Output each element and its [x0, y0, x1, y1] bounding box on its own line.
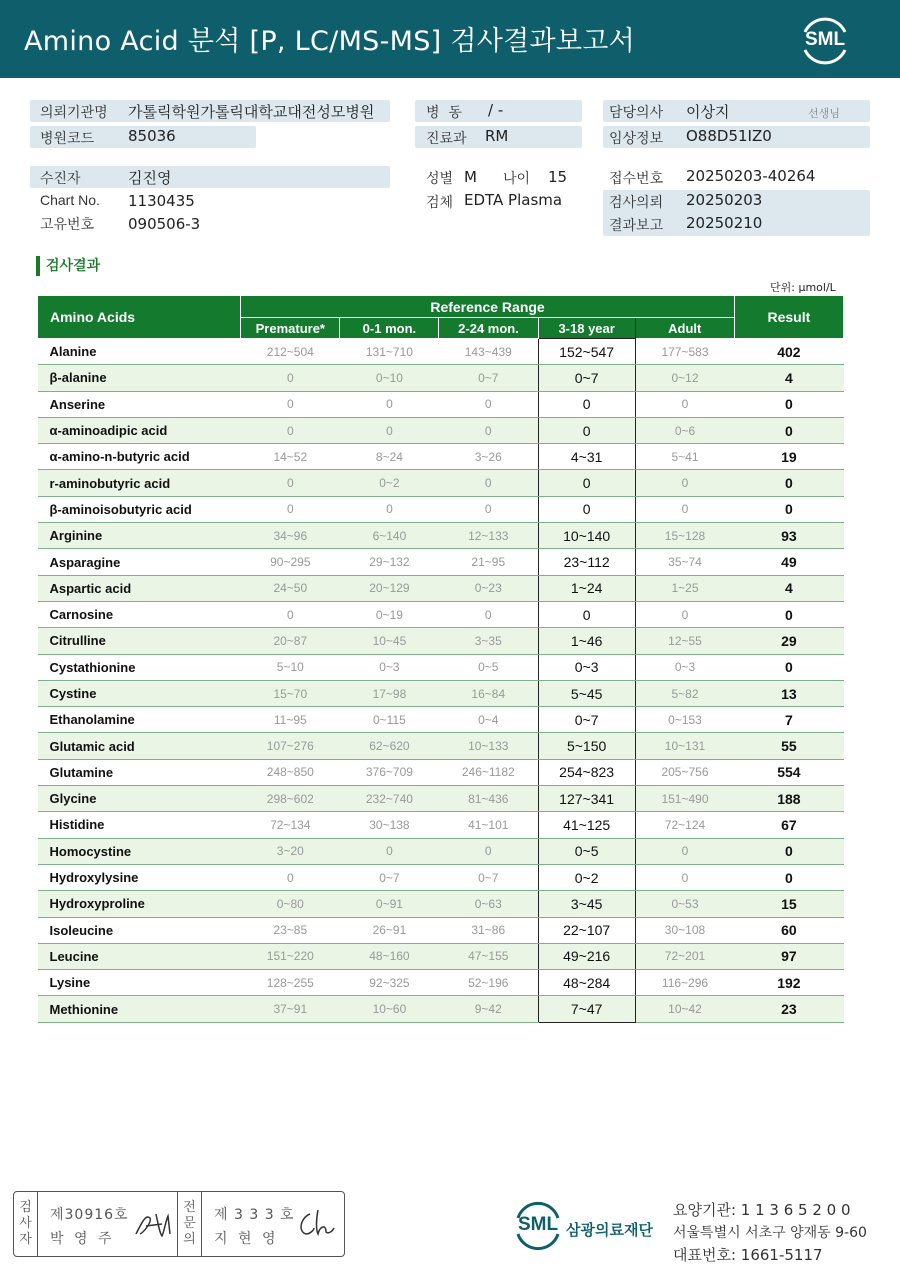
table-row — [38, 628, 844, 654]
mon-0-1-range: 0~7 — [340, 864, 439, 890]
hospital-code-label: 병원코드 — [40, 131, 95, 147]
col-adult: Adult — [635, 318, 734, 339]
year-3-18-range: 23~112 — [538, 549, 635, 575]
year-3-18-range: 10~140 — [538, 523, 635, 549]
mon-2-24-range: 0 — [439, 417, 538, 443]
inspector-signature — [132, 1208, 176, 1242]
result-value: 97 — [734, 943, 843, 969]
year-3-18-range: 127~341 — [538, 786, 635, 812]
adult-range: 0~3 — [635, 654, 734, 680]
premature-range: 20~87 — [241, 628, 340, 654]
specimen-label: 검체 — [426, 195, 454, 211]
specialist-name: 지 현 영 — [214, 1231, 279, 1247]
year-3-18-range: 49~216 — [538, 943, 635, 969]
mon-2-24-range: 41~101 — [439, 812, 538, 838]
year-3-18-range: 0~7 — [538, 707, 635, 733]
amino-acid-name: Glutamic acid — [38, 733, 241, 759]
col-reference-range: Reference Range — [241, 296, 735, 318]
adult-range: 0~53 — [635, 891, 734, 917]
mon-0-1-range: 30~138 — [340, 812, 439, 838]
premature-range: 24~50 — [241, 575, 340, 601]
adult-range: 10~131 — [635, 733, 734, 759]
mon-0-1-range: 131~710 — [340, 339, 439, 365]
mon-2-24-range: 21~95 — [439, 549, 538, 575]
sml-logo — [797, 12, 853, 68]
table-row — [38, 417, 844, 443]
col-3-18-year: 3-18 year — [538, 318, 635, 339]
chart-value: 1130435 — [128, 192, 195, 210]
adult-range: 0 — [635, 838, 734, 864]
result-value: 60 — [734, 917, 843, 943]
specialist-label: 전 문 의 — [178, 1192, 202, 1256]
mon-0-1-range: 0~3 — [340, 654, 439, 680]
signature-box — [13, 1191, 345, 1257]
mon-2-24-range: 3~26 — [439, 444, 538, 470]
result-value: 29 — [734, 628, 843, 654]
report-value: 20250210 — [686, 214, 763, 232]
mon-0-1-range: 0~91 — [340, 891, 439, 917]
amino-acid-name: Glycine — [38, 786, 241, 812]
year-3-18-range: 1~46 — [538, 628, 635, 654]
result-value: 0 — [734, 838, 843, 864]
premature-range: 107~276 — [241, 733, 340, 759]
table-row — [38, 996, 844, 1022]
age-value: 15 — [548, 168, 568, 186]
phone-number: 대표번호: 1661-5117 — [673, 1246, 823, 1264]
adult-range: 5~82 — [635, 680, 734, 706]
mon-0-1-range: 17~98 — [340, 680, 439, 706]
table-row — [38, 970, 844, 996]
premature-range: 0 — [241, 470, 340, 496]
ward-value: / - — [488, 101, 504, 119]
result-value: 93 — [734, 523, 843, 549]
year-3-18-range: 0~5 — [538, 838, 635, 864]
sml-footer-logo — [511, 1198, 565, 1252]
mon-0-1-range: 0~115 — [340, 707, 439, 733]
institution-label: 의뢰기관명 — [40, 105, 108, 121]
mon-0-1-range: 8~24 — [340, 444, 439, 470]
institution-number: 요양기관: 1 1 3 6 5 2 0 0 — [673, 1201, 851, 1219]
premature-range: 151~220 — [241, 943, 340, 969]
col-0-1-mon: 0-1 mon. — [340, 318, 439, 339]
doctor-value: 이상지 — [686, 103, 730, 121]
table-row — [38, 838, 844, 864]
mon-2-24-range: 0 — [439, 391, 538, 417]
table-row — [38, 444, 844, 470]
receipt-label: 접수번호 — [609, 171, 664, 187]
result-value: 402 — [734, 339, 843, 365]
adult-range: 205~756 — [635, 759, 734, 785]
inspector-number: 제30916호 — [50, 1207, 129, 1223]
footer-logo-text: SML — [517, 1214, 559, 1235]
specialist-signature — [296, 1206, 340, 1242]
mon-0-1-range: 0~10 — [340, 365, 439, 391]
premature-range: 212~504 — [241, 339, 340, 365]
mon-2-24-range: 0~5 — [439, 654, 538, 680]
table-row — [38, 812, 844, 838]
adult-range: 0 — [635, 470, 734, 496]
report-title: Amino Acid 분석 [P, LC/MS-MS] 검사결과보고서 — [24, 26, 636, 57]
amino-acid-name: Cystathionine — [38, 654, 241, 680]
year-3-18-range: 0 — [538, 470, 635, 496]
result-value: 4 — [734, 365, 843, 391]
table-row — [38, 575, 844, 601]
premature-range: 0 — [241, 496, 340, 522]
mon-0-1-range: 0 — [340, 391, 439, 417]
mon-2-24-range: 0~4 — [439, 707, 538, 733]
premature-range: 11~95 — [241, 707, 340, 733]
premature-range: 37~91 — [241, 996, 340, 1022]
premature-range: 0 — [241, 864, 340, 890]
mon-2-24-range: 47~155 — [439, 943, 538, 969]
adult-range: 0 — [635, 864, 734, 890]
amino-acid-name: β-aminoisobutyric acid — [38, 496, 241, 522]
mon-0-1-range: 376~709 — [340, 759, 439, 785]
table-row — [38, 601, 844, 627]
amino-acid-name: Arginine — [38, 523, 241, 549]
mon-2-24-range: 10~133 — [439, 733, 538, 759]
amino-acid-name: Asparagine — [38, 549, 241, 575]
table-row — [38, 523, 844, 549]
col-result: Result — [734, 296, 843, 339]
mon-0-1-range: 0~2 — [340, 470, 439, 496]
mon-2-24-range: 3~35 — [439, 628, 538, 654]
mon-2-24-range: 0~63 — [439, 891, 538, 917]
chart-label: Chart No. — [40, 192, 100, 208]
org-name: 삼광의료재단 — [566, 1221, 653, 1239]
table-row — [38, 496, 844, 522]
result-value: 49 — [734, 549, 843, 575]
table-row — [38, 365, 844, 391]
institution-value: 가톨릭학원가톨릭대학교대전성모병원 — [128, 103, 375, 121]
amino-acid-name: r-aminobutyric acid — [38, 470, 241, 496]
adult-range: 0 — [635, 496, 734, 522]
amino-acid-name: Lysine — [38, 970, 241, 996]
amino-acid-name: α-aminoadipic acid — [38, 417, 241, 443]
mon-2-24-range: 246~1182 — [439, 759, 538, 785]
premature-range: 248~850 — [241, 759, 340, 785]
mon-2-24-range: 0 — [439, 601, 538, 627]
premature-range: 15~70 — [241, 680, 340, 706]
sex-value: M — [464, 168, 477, 186]
clinical-value: O88D51IZ0 — [686, 127, 772, 145]
result-value: 13 — [734, 680, 843, 706]
result-value: 15 — [734, 891, 843, 917]
adult-range: 15~128 — [635, 523, 734, 549]
dept-value: RM — [485, 127, 509, 145]
mon-0-1-range: 0 — [340, 838, 439, 864]
adult-range: 177~583 — [635, 339, 734, 365]
year-3-18-range: 0 — [538, 391, 635, 417]
adult-range: 1~25 — [635, 575, 734, 601]
mon-0-1-range: 0 — [340, 496, 439, 522]
mon-0-1-range: 20~129 — [340, 575, 439, 601]
result-value: 0 — [734, 601, 843, 627]
adult-range: 72~124 — [635, 812, 734, 838]
mon-2-24-range: 143~439 — [439, 339, 538, 365]
mon-2-24-range: 12~133 — [439, 523, 538, 549]
table-row — [38, 470, 844, 496]
adult-range: 0~12 — [635, 365, 734, 391]
specimen-value: EDTA Plasma — [464, 191, 563, 209]
premature-range: 128~255 — [241, 970, 340, 996]
result-value: 19 — [734, 444, 843, 470]
amino-acid-table — [37, 295, 844, 1023]
adult-range: 0~6 — [635, 417, 734, 443]
result-value: 55 — [734, 733, 843, 759]
col-premature: Premature* — [241, 318, 340, 339]
adult-range: 116~296 — [635, 970, 734, 996]
amino-acid-name: Aspartic acid — [38, 575, 241, 601]
mon-2-24-range: 81~436 — [439, 786, 538, 812]
mon-0-1-range: 232~740 — [340, 786, 439, 812]
table-row — [38, 707, 844, 733]
amino-acid-name: Carnosine — [38, 601, 241, 627]
year-3-18-range: 4~31 — [538, 444, 635, 470]
mon-2-24-range: 52~196 — [439, 970, 538, 996]
adult-range: 12~55 — [635, 628, 734, 654]
unique-value: 090506-3 — [128, 215, 201, 233]
ward-label: 병 동 — [426, 105, 462, 121]
adult-range: 10~42 — [635, 996, 734, 1022]
adult-range: 0 — [635, 391, 734, 417]
year-3-18-range: 5~45 — [538, 680, 635, 706]
unit-label: 단위: μmol/L — [770, 281, 836, 294]
amino-acid-name: Citrulline — [38, 628, 241, 654]
table-row — [38, 654, 844, 680]
doctor-suffix: 선생님 — [808, 107, 840, 120]
mon-2-24-range: 31~86 — [439, 917, 538, 943]
table-row — [38, 891, 844, 917]
year-3-18-range: 41~125 — [538, 812, 635, 838]
specialist-number: 제 3 3 3 호 — [214, 1207, 295, 1223]
mon-0-1-range: 92~325 — [340, 970, 439, 996]
mon-2-24-range: 9~42 — [439, 996, 538, 1022]
doctor-label: 담당의사 — [609, 105, 664, 121]
table-row — [38, 786, 844, 812]
mon-0-1-range: 48~160 — [340, 943, 439, 969]
result-value: 0 — [734, 417, 843, 443]
result-value: 0 — [734, 654, 843, 680]
result-value: 192 — [734, 970, 843, 996]
col-amino-acids: Amino Acids — [38, 296, 241, 339]
patient-value: 김진영 — [128, 169, 172, 187]
amino-acid-name: Anserine — [38, 391, 241, 417]
adult-range: 30~108 — [635, 917, 734, 943]
premature-range: 5~10 — [241, 654, 340, 680]
result-value: 4 — [734, 575, 843, 601]
amino-acid-name: α-amino-n-butyric acid — [38, 444, 241, 470]
amino-acid-name: Histidine — [38, 812, 241, 838]
clinical-label: 임상정보 — [609, 131, 664, 147]
result-value: 0 — [734, 496, 843, 522]
result-value: 0 — [734, 470, 843, 496]
premature-range: 0 — [241, 365, 340, 391]
mon-0-1-range: 29~132 — [340, 549, 439, 575]
mon-0-1-range: 0~19 — [340, 601, 439, 627]
premature-range: 298~602 — [241, 786, 340, 812]
table-row — [38, 680, 844, 706]
mon-2-24-range: 0~23 — [439, 575, 538, 601]
result-value: 188 — [734, 786, 843, 812]
adult-range: 5~41 — [635, 444, 734, 470]
adult-range: 0 — [635, 601, 734, 627]
year-3-18-range: 1~24 — [538, 575, 635, 601]
result-value: 7 — [734, 707, 843, 733]
adult-range: 35~74 — [635, 549, 734, 575]
result-value: 23 — [734, 996, 843, 1022]
premature-range: 14~52 — [241, 444, 340, 470]
premature-range: 0 — [241, 601, 340, 627]
table-row — [38, 549, 844, 575]
table-row — [38, 759, 844, 785]
mon-0-1-range: 10~45 — [340, 628, 439, 654]
amino-acid-name: Leucine — [38, 943, 241, 969]
premature-range: 0 — [241, 417, 340, 443]
inspector-label: 검 사 자 — [14, 1192, 38, 1256]
year-3-18-range: 254~823 — [538, 759, 635, 785]
address: 서울특별시 서초구 양재동 9-60 — [673, 1225, 867, 1241]
report-header — [0, 0, 900, 78]
premature-range: 90~295 — [241, 549, 340, 575]
inspector-name: 박 영 주 — [50, 1231, 115, 1247]
result-value: 0 — [734, 391, 843, 417]
year-3-18-range: 7~47 — [538, 996, 635, 1022]
amino-acid-name: β-alanine — [38, 365, 241, 391]
mon-2-24-range: 0 — [439, 838, 538, 864]
table-row — [38, 733, 844, 759]
mon-2-24-range: 0 — [439, 496, 538, 522]
mon-0-1-range: 0 — [340, 417, 439, 443]
premature-range: 0 — [241, 391, 340, 417]
adult-range: 0~153 — [635, 707, 734, 733]
year-3-18-range: 0 — [538, 601, 635, 627]
request-value: 20250203 — [686, 191, 763, 209]
year-3-18-range: 152~547 — [538, 339, 635, 365]
year-3-18-range: 0~2 — [538, 864, 635, 890]
adult-range: 72~201 — [635, 943, 734, 969]
section-title: 검사결과 — [36, 256, 100, 276]
mon-0-1-range: 6~140 — [340, 523, 439, 549]
year-3-18-range: 0 — [538, 496, 635, 522]
amino-acid-name: Ethanolamine — [38, 707, 241, 733]
premature-range: 0~80 — [241, 891, 340, 917]
result-value: 554 — [734, 759, 843, 785]
amino-acid-name: Homocystine — [38, 838, 241, 864]
amino-acid-name: Cystine — [38, 680, 241, 706]
col-2-24-mon: 2-24 mon. — [439, 318, 538, 339]
amino-acid-name: Glutamine — [38, 759, 241, 785]
table-body — [38, 339, 844, 1023]
year-3-18-range: 48~284 — [538, 970, 635, 996]
table-row — [38, 864, 844, 890]
result-value: 0 — [734, 864, 843, 890]
table-row — [38, 391, 844, 417]
amino-acid-name: Isoleucine — [38, 917, 241, 943]
report-label: 결과보고 — [609, 218, 664, 234]
result-value: 67 — [734, 812, 843, 838]
mon-2-24-range: 0~7 — [439, 864, 538, 890]
sex-label: 성별 — [426, 171, 454, 187]
table-row — [38, 339, 844, 365]
amino-acid-name: Hydroxylysine — [38, 864, 241, 890]
premature-range: 3~20 — [241, 838, 340, 864]
table-row — [38, 943, 844, 969]
logo-text: SML — [804, 29, 846, 50]
mon-0-1-range: 10~60 — [340, 996, 439, 1022]
premature-range: 23~85 — [241, 917, 340, 943]
mon-2-24-range: 16~84 — [439, 680, 538, 706]
amino-acid-name: Hydroxyproline — [38, 891, 241, 917]
dept-label: 진료과 — [426, 131, 467, 147]
year-3-18-range: 0~3 — [538, 654, 635, 680]
year-3-18-range: 3~45 — [538, 891, 635, 917]
amino-acid-name: Methionine — [38, 996, 241, 1022]
year-3-18-range: 0~7 — [538, 365, 635, 391]
premature-range: 72~134 — [241, 812, 340, 838]
adult-range: 151~490 — [635, 786, 734, 812]
request-label: 검사의뢰 — [609, 195, 664, 211]
year-3-18-range: 22~107 — [538, 917, 635, 943]
amino-acid-name: Alanine — [38, 339, 241, 365]
table-row — [38, 917, 844, 943]
premature-range: 34~96 — [241, 523, 340, 549]
unique-label: 고유번호 — [40, 217, 95, 233]
receipt-value: 20250203-40264 — [686, 167, 816, 185]
hospital-code-value: 85036 — [128, 127, 176, 145]
mon-2-24-range: 0 — [439, 470, 538, 496]
mon-0-1-range: 26~91 — [340, 917, 439, 943]
year-3-18-range: 5~150 — [538, 733, 635, 759]
mon-2-24-range: 0~7 — [439, 365, 538, 391]
year-3-18-range: 0 — [538, 417, 635, 443]
age-label: 나이 — [503, 171, 531, 187]
patient-label: 수진자 — [40, 171, 81, 187]
mon-0-1-range: 62~620 — [340, 733, 439, 759]
patient-bar — [30, 166, 390, 188]
